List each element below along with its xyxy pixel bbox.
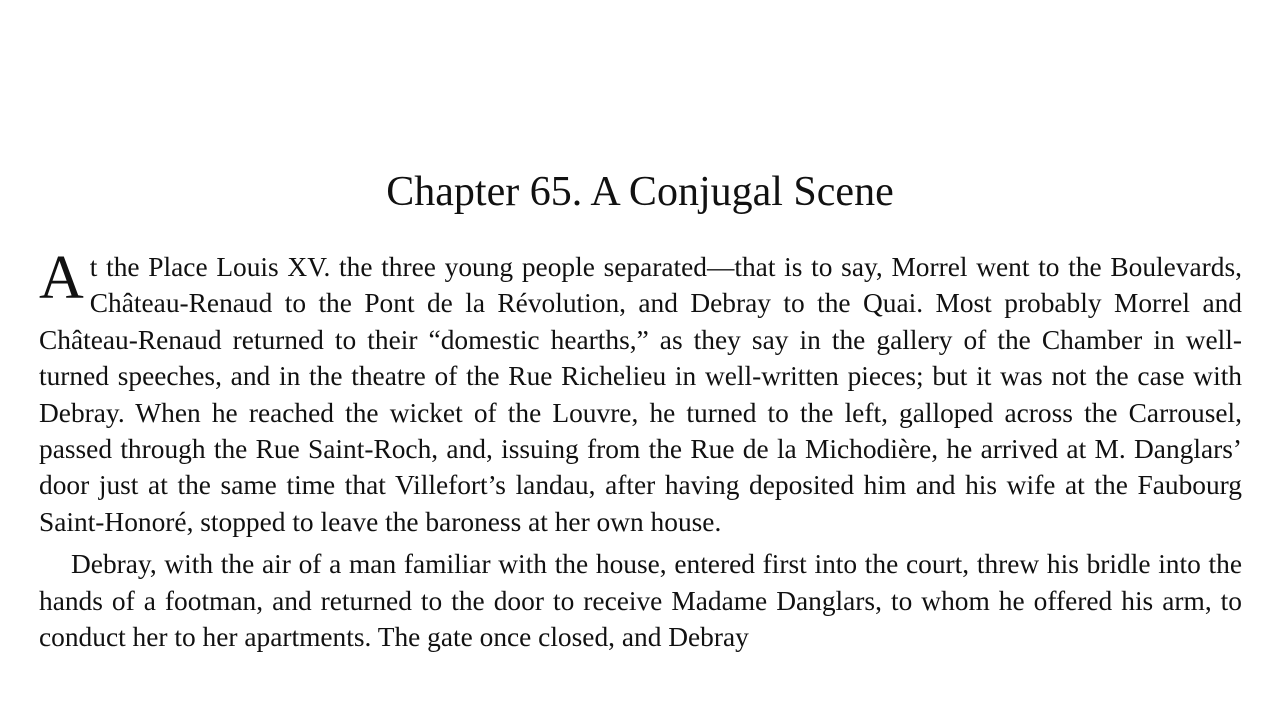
chapter-title: Chapter 65. A Conjugal Scene — [386, 169, 894, 215]
drop-cap: A — [39, 244, 84, 312]
paragraph-2 — [39, 546, 1242, 655]
paragraph-1-text: t the Place Louis XV. the three young people separated—that is to say, Morrel went to the Boulevards, Château-Renaud to the Pont de la Révolution, and Debray to the Quai. Most probably Morrel and Château-Renaud returned to their “domestic hearths,” as they say in the gallery of the Chamber in well-turned speeches, and in the theatre of the Rue Richelieu in well-written pieces; but it was not the case with Debray. When he reached the wicket of the Louvre, he turned to the left, galloped across the Carrousel, passed through the Rue Saint-Roch, and, issuing from the Rue de la Michodière, he arrived at M. Danglars’ door just at the same time that Villefort’s landau, after having deposited him and his wife at the Faubourg Saint-Honoré, stopped to leave the baroness at her own house. — [39, 252, 1242, 537]
paragraph-1 — [39, 244, 1242, 540]
paragraph-2-text: Debray, with the air of a man familiar with the house, entered first into the court, threw his bridle into the hands of a footman, and returned to the door to receive Madame Danglars, to whom he offered his arm, to conduct her to her apartments. The gate once closed, and Debray — [39, 549, 1242, 653]
chapter-body — [39, 244, 1242, 655]
